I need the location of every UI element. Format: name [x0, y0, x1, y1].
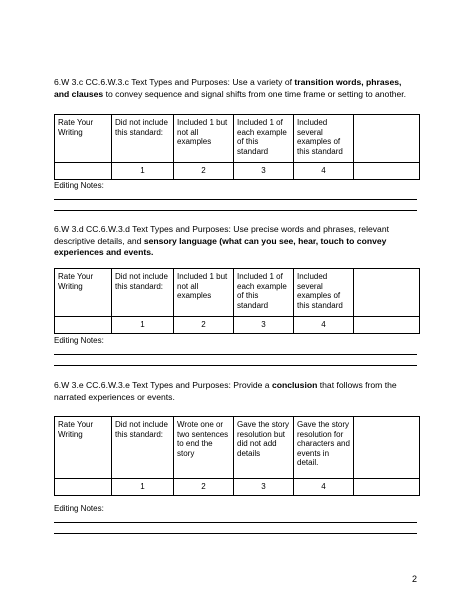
writing-line	[54, 199, 417, 200]
row-label: Rate Your Writing	[55, 417, 112, 479]
criteria-cell: Included 1 of each example of this standard	[234, 115, 294, 163]
writing-line	[54, 365, 417, 366]
criteria-cell	[354, 417, 420, 479]
score-cell	[55, 479, 112, 496]
criteria-cell: Did not include this standard:	[112, 417, 174, 479]
section-sensory-language	[54, 224, 419, 345]
criteria-cell: Gave the story resolution but did not add details	[234, 417, 294, 479]
row-label: Rate Your Writing	[55, 115, 112, 163]
criteria-cell: Included several examples of this standard	[294, 115, 354, 163]
score-cell: 3	[234, 163, 294, 180]
score-cell	[55, 317, 112, 334]
score-cell	[55, 163, 112, 180]
score-cell: 3	[234, 479, 294, 496]
writing-line	[54, 354, 417, 355]
score-cell: 2	[174, 317, 234, 334]
criteria-cell: Included 1 but not all examples	[174, 115, 234, 163]
section-conclusion	[54, 380, 419, 513]
criteria-cell: Wrote one or two sentences to end the story	[174, 417, 234, 479]
rating-table	[54, 114, 420, 180]
editing-notes-label: Editing Notes:	[54, 181, 104, 190]
score-cell: 4	[294, 163, 354, 180]
criteria-cell: Gave the story resolution for characters and events in detail.	[294, 417, 354, 479]
editing-notes-label: Editing Notes:	[54, 504, 104, 513]
writing-line	[54, 210, 417, 211]
score-cell: 2	[174, 479, 234, 496]
score-cell: 1	[112, 479, 174, 496]
score-cell: 1	[112, 163, 174, 180]
section-heading: 6.W 3.d CC.6.W.3.d Text Types and Purposes: Use precise words and phrases, relevant descriptive details, and sensory language (what can you see, hear, touch to convey experiences and events.	[54, 224, 390, 257]
rating-table	[54, 416, 420, 496]
criteria-cell: Included 1 of each example of this standard	[234, 269, 294, 317]
score-cell: 2	[174, 163, 234, 180]
score-cell	[354, 317, 420, 334]
criteria-cell: Included several examples of this standard	[294, 269, 354, 317]
score-cell	[354, 479, 420, 496]
page-number: 2	[412, 574, 418, 584]
score-cell	[354, 163, 420, 180]
criteria-cell: Did not include this standard:	[112, 115, 174, 163]
score-cell: 4	[294, 479, 354, 496]
score-cell: 1	[112, 317, 174, 334]
criteria-cell	[354, 115, 420, 163]
section-heading: 6.W 3.c CC.6.W.3.c Text Types and Purposes: Use a variety of transition words, phrases, and clauses to convey sequence and signal shifts from one time frame or setting to another.	[54, 77, 407, 99]
section-transition-words	[54, 77, 419, 190]
criteria-cell: Included 1 but not all examples	[174, 269, 234, 317]
section-heading: 6.W 3.e CC.6.W.3.e Text Types and Purposes: Provide a conclusion that follows from the narrated experiences or events.	[54, 380, 397, 402]
writing-line	[54, 522, 417, 523]
rating-table	[54, 268, 420, 334]
score-cell: 3	[234, 317, 294, 334]
score-cell: 4	[294, 317, 354, 334]
editing-notes-label: Editing Notes:	[54, 336, 104, 345]
criteria-cell	[354, 269, 420, 317]
row-label: Rate Your Writing	[55, 269, 112, 317]
criteria-cell: Did not include this standard:	[112, 269, 174, 317]
writing-line	[54, 533, 417, 534]
